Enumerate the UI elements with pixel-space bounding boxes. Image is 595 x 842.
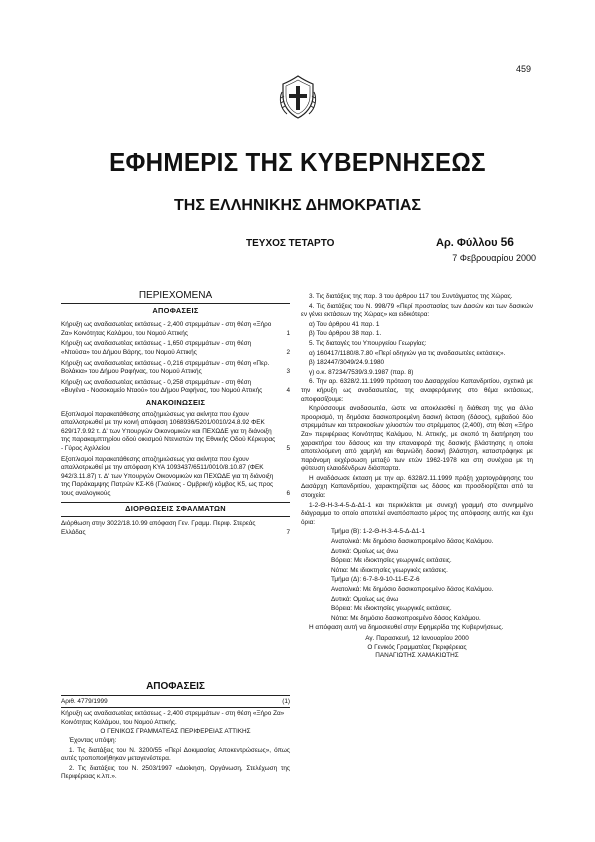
divider <box>61 516 290 517</box>
toc-item[interactable] <box>61 360 290 377</box>
decision-paragraph: α) 160417/1180/8.7.80 «Περί οδηγιών για τις αναδασωτέες εκτάσεις». <box>309 349 506 357</box>
decision-paragraph: Κηρύσσουμε αναδασωτέα, ώστε να αποκλεισθεί η διάθεση της για άλλο προορισμό, τη δημόσια δασικοπροεμένη δασική έκταση (δάσος), εμβαδού δύο στρεμμάτων και τετρακοσίων χιλιοστών του στρέμματος (2,400), στη θέση «Ξήρο Ζα» περιφέρειας Κοινότητας Καλάμου, Ν. Αττικής, με σκοπό τη διατήρηση του χαρακτήρα του δάσους και την επαναφορά της δασικής βλάστησης η οποία αποτελούμενη από χαμηλή και θαμνώδη δασική βλάστηση, καταστράφηκε με παράνομη εκχέρσωση μεταξύ των ετών 1962-1978 και στη συνέχεια με τη φύτευση ελαιοδένδρων διάσπαρτα. <box>301 405 533 473</box>
divider <box>61 695 290 696</box>
right-column <box>301 293 533 661</box>
decision-paragraph: 3. Τις διατάξεις της παρ. 3 του άρθρου 117 του Συντάγματος της Χώρας. <box>309 293 513 300</box>
toc-section-heading: ΔΙΟΡΘΩΣΕΙΣ ΣΦΑΛΜΑΤΩΝ <box>125 504 226 514</box>
decision-paragraph: 1. Τις διατάξεις του Ν. 3200/55 «Περί Δοκιμασίας Αποκεντρώσεως», όπως αυτές τροποποιήθηκαν μεταγενέστερα. <box>61 746 290 763</box>
decision-paragraph: 5. Τις διαταγές του Υπουργείου Γεωργίας: <box>309 339 427 347</box>
boundary-line: Νότια: Με δημόσιο δασικοπροεμένο δάσος Καλάμου. <box>331 614 481 622</box>
toc-item-page: 7 <box>286 528 290 536</box>
divider <box>61 707 290 708</box>
toc-item-page: 6 <box>286 489 290 497</box>
decision-issuer: Ο ΓΕΝΙΚΟΣ ΓΡΑΜΜΑΤΕΑΣ ΠΕΡΙΦΕΡΕΙΑΣ ΑΤΤΙΚΗΣ <box>100 728 251 736</box>
decision-paragraph: 4. Τις διατάξεις του Ν. 998/79 «Περί προστασίας των Δασών και των δασικών εν γένει εκτάσεων της Χώρας» και ειδικότερα: <box>301 302 533 319</box>
toc-item-text: Κήρυξη ως αναδασωτέας εκτάσεως - 1,650 στρεμμάτων - στη θέση «Ντούσα» του Δήμου Βάρης, του Νομού Αττικής <box>61 340 252 356</box>
toc-item-page: 3 <box>286 368 290 376</box>
coat-of-arms-emblem <box>279 72 317 120</box>
toc-item[interactable] <box>61 340 290 357</box>
decision-paragraph: 1-2-Θ-Η-3-4-5-Δ-Δ1-1 και περικλείεται με συνεχή γραμμή στο συνημμένο διάγραμμα το οποίο αποτελεί αναπόσπαστο μέρος της απόφασης αυτής και έχει όρια: <box>301 501 533 526</box>
toc-item-text: Διόρθωση στην 3022/18.10.99 απόφαση Γεν. Γραμμ. Περιφ. Στερεάς Ελλάδας <box>61 520 256 536</box>
gazette-subtitle: ΤΗΣ ΕΛΛΗΝΙΚΗΣ ΔΗΜΟΚΡΑΤΙΑΣ <box>174 197 421 214</box>
left-column <box>61 292 290 539</box>
toc-section-heading: ΑΠΟΦΑΣΕΙΣ <box>152 305 199 315</box>
toc-item-text: Εξοπλισμοί παρακατάθεσης αποζημιώσεως για ακίνητα που έχουν απαλλοτριωθεί με την απόφαση ΚΥΑ 1093437/6511/0010/8.10.87 (ΦΕΚ 942/3.11.87) τ. Δ' των Υπουργών Οικονομικών και ΠΕΧΩΔΕ για τη διάνοιξη της Παράκαμψης Πατρών ΚΣ-Κ6 (Γλαύκος - Ομβρική) κόμβος Κ5, ως προς τους αναλογικούς <box>61 455 274 497</box>
boundary-line: Δυτικά: Ομοίως ως άνω <box>331 595 399 603</box>
sheet-label: Αρ. Φύλλου <box>436 237 498 249</box>
issue-date: 7 Φεβρουαρίου 2000 <box>452 253 536 263</box>
boundary-line: Ανατολικά: Με δημόσιο δασικοπροεμένο δάσος Καλάμου. <box>331 538 494 546</box>
toc-item-page: 4 <box>286 387 290 395</box>
decision-paragraph: α) Του άρθρου 41 παρ. 1 <box>309 320 380 328</box>
boundary-line: Ανατολικά: Με δημόσιο δασικοπροεμένο δάσος Καλάμου. <box>331 586 494 593</box>
toc-section-heading: ΑΝΑΚΟΙΝΩΣΕΙΣ <box>145 397 206 407</box>
decision-number: Αριθ. 4779/1999 <box>61 697 108 705</box>
issue-label: ΤΕΥΧΟΣ ΤΕΤΑΡΤΟ <box>246 238 335 249</box>
decision-number-row <box>61 698 290 707</box>
toc-item-page: 5 <box>286 444 290 452</box>
decision-paragraph: β) Του άρθρου 38 παρ. 1. <box>309 330 382 338</box>
boundary-line: Τμήμα (Β): 1-2-Θ-Η-3-4-5-Δ-Δ1-1 <box>331 528 426 536</box>
signer-title: Ο Γενικός Γραμματέας Περιφέρειας <box>367 643 467 651</box>
decisions-title: ΑΠΟΦΑΣΕΙΣ <box>146 681 205 692</box>
divider <box>61 303 290 304</box>
boundary-line: Τμήμα (Δ): 6-7-8-9-10-11-Ε-Ζ-6 <box>331 576 420 584</box>
toc-item[interactable] <box>61 520 290 537</box>
decision-paragraph: Η αναδάσωσε έκταση με την αρ. 6328/2.11.1999 πράξη χαρτογράφησης του Δασάρχη Καπανδριτίου, χαρακτηρίζεται ως δάσος και προσδιορίζεται από τα στοιχεία: <box>301 474 533 500</box>
toc-item[interactable] <box>61 321 290 338</box>
decision-paragraph: γ) ο.κ. 87234/7539/3.9.1987 (παρ. 8) <box>309 368 414 376</box>
toc-item[interactable] <box>61 379 290 396</box>
boundary-line: Δυτικά: Ομοίως ως άνω <box>331 547 399 555</box>
toc-title: ΠΕΡΙΕΧΟΜΕΝΑ <box>138 290 213 301</box>
toc-item-text: Κήρυξη ως αναδασωτέας εκτάσεως - 0,216 στρεμμάτων - στη θέση «Περ. Βολάκια» του Δήμου Ραφήνας, του Νομού Αττικής <box>61 359 270 376</box>
signer-name: ΠΑΝΑΓΙΩΤΗΣ ΧΑΜΑΚΙΩΤΗΣ <box>375 652 459 660</box>
sheet-number: 56 <box>500 235 514 249</box>
sheet-number-label <box>436 235 514 249</box>
page-number: 459 <box>515 64 531 74</box>
divider <box>61 502 290 503</box>
decision-ref: (1) <box>282 697 290 705</box>
toc-item-text: Κήρυξη ως αναδασωτέας εκτάσεως - 0,258 στρεμμάτων - στη θέση «Βυγένα - Νοσοκομείο Νταού» του Δήμου Ραφήνας, του Νομού Αττικής <box>61 378 263 395</box>
gazette-title: ΕΦΗΜΕΡΙΣ ΤΗΣ ΚΥΒΕΡΝΗΣΕΩΣ <box>109 147 486 177</box>
toc-item-text: Κήρυξη ως αναδασωτέας εκτάσεως - 2,400 στρεμμάτων - στη θέση «Ξήρο Ζα» Κοινότητας Καλάμου, του Νομού Αττικής <box>61 321 272 337</box>
decision-paragraph: β) 182447/3049/24.9.1980 <box>309 359 385 367</box>
decision-left <box>61 683 290 783</box>
toc-item-page: 1 <box>286 329 290 337</box>
toc-item-page: 2 <box>286 348 290 356</box>
decision-paragraph: Η απόφαση αυτή να δημοσιευθεί στην Εφημερίδα της Κυβερνήσεως. <box>309 624 504 632</box>
decision-paragraph: 6. Την αρ. 6328/2.11.1999 πρόταση του Δασαρχείου Καπανδριτίου, σχετικά με την κήρυξη ως αναδασωτέας, της αναφερόμενης στο θέμα εκτάσεως, αποφασίζουμε: <box>301 378 533 403</box>
toc-item-text: Εξοπλισμοί παρακατάθεσης αποζημιώσεως για ακίνητα που έχουν απαλλοτριωθεί με την κοινή απόφαση 1068936/5201/0010/24.8.92 ΦΕΚ 629/17.9.92 τ. Δ' των Υπουργών Οικονομικών και ΠΕΧΩΔΕ για τη διάνοιξη της παρακαμπτηρίου οδού οικισμού Ντενιστών της Εθνικής Οδού Κέρκυρας - Γύρος Αχιλλείου <box>61 410 276 452</box>
boundary-line: Βόρεια: Με ιδιοκτησίες γεωργικές εκτάσεις. <box>331 605 452 613</box>
decision-paragraph: 2. Τις διατάξεις του Ν. 2503/1997 «Διοίκηση, Οργάνωση, Στελέχωση της Περιφέρειας κ.λπ.». <box>61 764 290 781</box>
decision-summary: Κήρυξη ως αναδασωτέας εκτάσεως - 2,400 στρεμμάτων - στη θέση «Ξήρο Ζα» Κοινότητας Καλάμου, του Νομού Αττικής. <box>61 710 285 726</box>
having-regard: Έχοντας υπόψη: <box>69 736 117 744</box>
toc-item[interactable] <box>61 456 290 499</box>
boundary-line: Νότια: Με ιδιοκτησίες γεωργικές εκτάσεις. <box>331 566 448 574</box>
boundary-line: Βόρεια: Με ιδιοκτησίες γεωργικές εκτάσεις. <box>331 557 452 565</box>
place-date: Αγ. Παρασκευή, 12 Ιανουαρίου 2000 <box>365 634 469 642</box>
toc-item[interactable] <box>61 411 290 454</box>
